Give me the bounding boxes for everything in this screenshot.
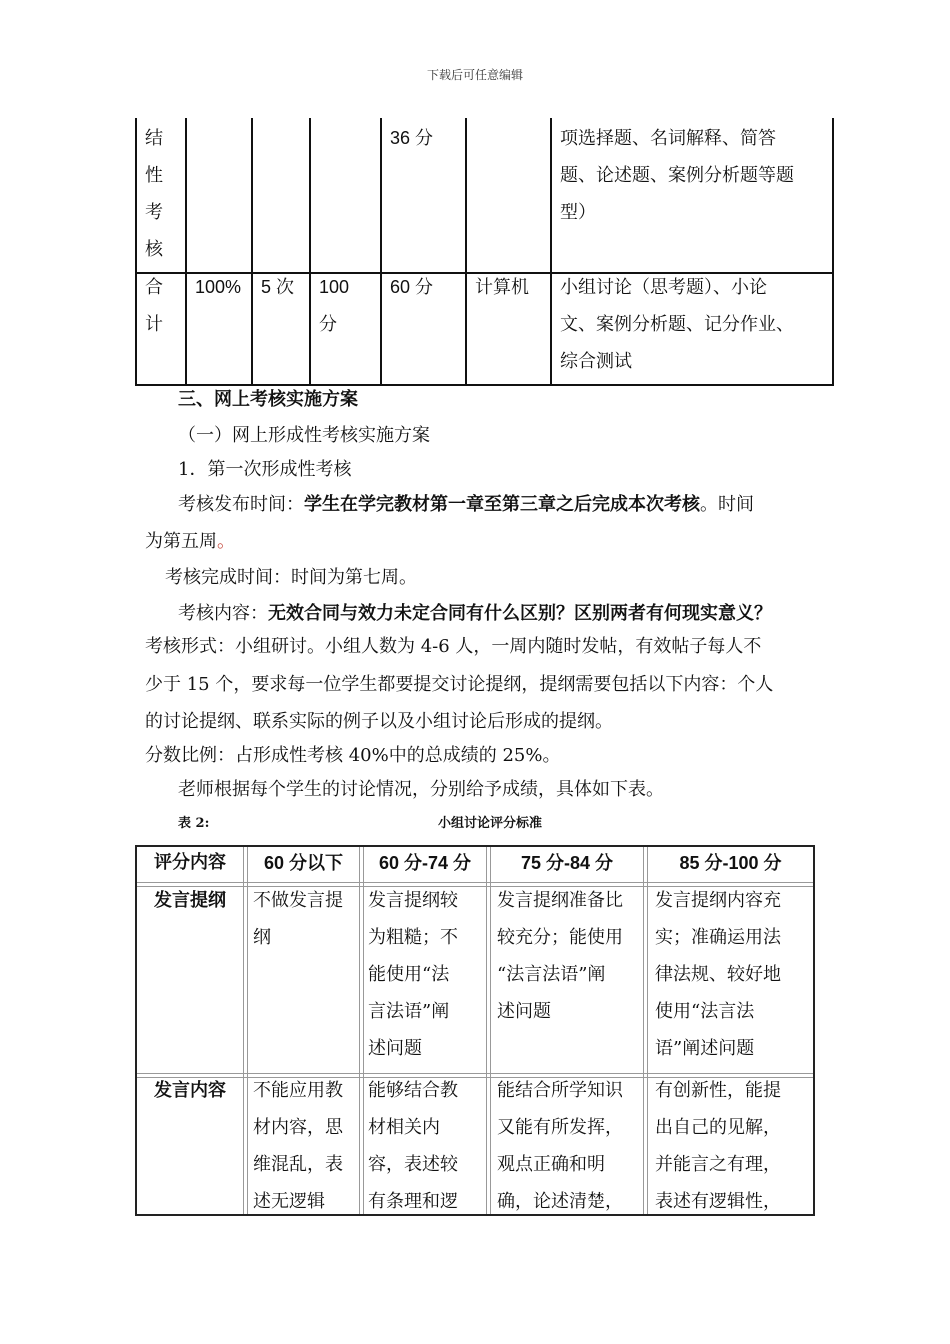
form-line-2: 少于 15 个，要求每一位学生都要提交讨论提纲，提纲需要包括以下内容：个人 (145, 674, 774, 695)
row2-remark: 小组讨论（思考题）、小论 文、案例分析题、记分作业、 综合测试 (560, 277, 794, 372)
row2-total: 100 分 (319, 277, 350, 334)
row-outline-c2: 发言提纲较 为粗糙；不 能使用“法 言法语”阐 述问题 (368, 890, 458, 1059)
header-below-60: 60 分以下 (263, 853, 344, 873)
row2-times: 5 次 (261, 277, 295, 297)
table2-label: 表 2: (178, 816, 210, 831)
assessment-table (135, 118, 834, 386)
row2-label: 合 计 (145, 277, 163, 335)
row-outline-c3: 发言提纲准备比 较充分；能使用 “法言法语”阐 述问题 (497, 890, 623, 1022)
row-content-c2: 能够结合教 材相关内 容，表述较 有条理和逻 (368, 1080, 458, 1212)
section-title: 三、网上考核实施方案 (178, 389, 358, 410)
row1-label: 结 性 考 核 (145, 128, 163, 260)
row2-percent: 100% (195, 277, 242, 297)
page-header: 下载后可任意编辑 (426, 68, 523, 82)
header-60-74: 60 分-74 分 (378, 853, 472, 873)
row-outline-c4: 发言提纲内容充 实；准确运用法 律法规、较好地 使用“法言法 语”阐述问题 (655, 890, 781, 1059)
header-85-100: 85 分-100 分 (679, 853, 782, 873)
grading-table (135, 845, 815, 1216)
row-outline-c1: 不做发言提 纲 (253, 890, 343, 948)
row1-remark: 项选择题、名词解释、简答 题、论述题、案例分析题等题 型） (560, 128, 794, 223)
row-content-c4: 有创新性，能提 出自己的见解， 并能言之有理， 表述有逻辑性， (655, 1080, 781, 1212)
table2-title: 小组讨论评分标准 (438, 816, 543, 831)
teacher-line: 老师根据每个学生的讨论情况，分别给予成绩，具体如下表。 (178, 779, 664, 800)
item-heading: 1．第一次形成性考核 (178, 459, 352, 480)
publish-time-line: 考核发布时间：学生在学完教材第一章至第三章之后完成本次考核。时间 (178, 494, 754, 515)
form-line-3: 的讨论提纲、联系实际的例子以及小组讨论后形成的提纲。 (145, 711, 613, 732)
row-content-name: 发言内容 (154, 1080, 226, 1101)
section-subtitle: （一）网上形成性考核实施方案 (178, 425, 430, 446)
row2-method: 计算机 (475, 277, 529, 298)
header-75-84: 75 分-84 分 (520, 853, 614, 873)
ratio-line: 分数比例：占形成性考核 40%中的总成绩的 25%。 (145, 745, 561, 766)
publish-time-line2: 为第五周。 (145, 531, 235, 552)
complete-time: 考核完成时间：时间为第七周。 (165, 567, 417, 588)
row-outline-name: 发言提纲 (154, 890, 226, 911)
row-content-c3: 能结合所学知识 又能有所发挥， 观点正确和明 确，论述清楚， (497, 1080, 623, 1212)
content-line: 考核内容：无效合同与效力未定合同有什么区别？区别两者有何现实意义？ (178, 603, 772, 624)
row1-score: 36 分 (390, 128, 434, 148)
header-item: 评分内容 (154, 852, 226, 873)
form-line-1: 考核形式：小组研讨。小组人数为 4-6 人，一周内随时发帖，有效帖子每人不 (145, 636, 762, 657)
row2-score: 60 分 (390, 277, 434, 297)
row-content-c1: 不能应用教 材内容，思 维混乱，表 述无逻辑 (253, 1080, 343, 1212)
